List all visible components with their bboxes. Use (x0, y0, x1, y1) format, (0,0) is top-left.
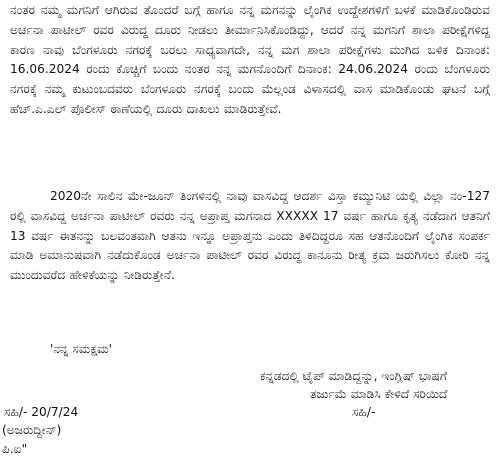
typed-translation-note-line-1: ಕನ್ನಡದಲ್ಲಿ ಟೈಪ್ ಮಾಡಿದ್ದನ್ನು, ಇಂಗ್ಲಿಷ್ ಭಾಷಗೆ (260, 369, 447, 383)
signature-right: ಸಹಿ/- (352, 405, 376, 419)
witness-label: 'ನನ್ನ ಸಮಕ್ಷಮ' (50, 342, 113, 356)
signature-date-left: ಸಹಿ/- 20/7/24 (4, 405, 79, 419)
signer-name: (ಅಜರುದ್ದೀನ್) (2, 423, 62, 437)
typed-translation-note-line-2: ತರ್ಜುಮೆ ಮಾಡಿಸಿ ಕೇಳಿದೆ ಸರಿಯಿದೆ (310, 387, 448, 401)
officer-designation: ಪಿ.ಐ" (2, 442, 28, 456)
statement-paragraph-1: ನಂತರ ನಮ್ಮ ಮಗನಿಗೆ ಆಗಿರುವ ತೊಂದರೆ ಬಗ್ಗೆ ಹಾಗೂ ನನ್ನ ಮಗನನ್ನು ಲೈಂಗಿಕ ಉದ್ದೇಶಗಳಿಗೆ ಬಳಕೆ ಮಾಡಿಕೊಂಡಿರುವ ಅರ್ಚನಾ ಪಾಟೀಲ್ ರವರ ವಿರುದ್ಧ ದೂರು ನೀಡಲು ತೀರ್ಮಾನಿಸಿಕೊಂಡಿದ್ದು, ಆದರೆ ನನ್ನ ಮಗನಿಗೆ ಶಾಲಾ ಪರೀಕ್ಷೆಗಳಿದ್ದ ಕಾರಣ ನಾವು ಬೆಂಗಳೂರು ನಗರಕ್ಕೆ ಬರಲು ಸಾಧ್ಯವಾಗದೇ, ನನ್ನ ಮಗ ಶಾಲಾ ಪರೀಕ್ಷೆಗಳು ಮುಗಿದ ಬಳಿಕ ದಿನಾಂಕ: 16.06.2024 ರಂದು ಕೊಚ್ಚಿಗೆ ಬಂದು ನಂತರ ನನ್ನ ಮಗನೊಂದಿಗೆ ದಿನಾಂಕ: 24.06.2024 ರಂದು ಬೆಂಗಳೂರು ನಗರಕ್ಕೆ ನಮ್ಮ ಕುಟುಂಬದವರು ಬೆಂಗಳೂರು ನಗರಕ್ಕೆ ಬಂದು ಮೆಲ್ಲಂಡ ವಿಳಾಸದಲ್ಲಿ ವಾಸ ಮಾಡಿಕೊಂಡು ಘಟನೆ ಬಗ್ಗೆ ಹೆಚ್.ಎ.ಎಲ್ ಪೊಲೀಸ್ ಠಾಣೆಯಲ್ಲಿ ದೂರು ದಾಖಲು ಮಾಡಿರುತ್ತೇವೆ. (10, 3, 490, 116)
statement-paragraph-2: 2020ನೇ ಸಾಲಿನ ಮೇ-ಜೂನ್ ತಿಂಗಳಿನಲ್ಲಿ ನಾವು ವಾಸವಿದ್ದ ಆದರ್ಶ ವಿಸ್ತಾ ಕಮ್ಯುನಿಟಿ ಯಲ್ಲಿ ವಿಲ್ಲಾ ನಂ-127 ರಲ್ಲಿ ವಾಸವಿದ್ದ ಅರ್ಚನಾ ಪಾಟೀಲ್ ರವರು ನನ್ನ ಅಪ್ರಾಪ್ತ ಮಗನಾದ XXXXX 17 ವರ್ಷ ಹಾಗೂ ಕೃತ್ಯ ನಡೆದಾಗ ಆತನಿಗೆ 13 ವರ್ಷ ಈತನನ್ನು ಬಲವಂತವಾಗಿ ಆತನು ಇನ್ನೂ ಅಪ್ರಾಪ್ತನು ಎಂದು ತಿಳಿದಿದ್ದರೂ ಸಹ ಆತನೊಂದಿಗೆ ಲೈಂಗಿಕ ಸಂಪರ್ಕ ಮಾಡಿ ಅಮಾನುಷವಾಗಿ ನಡೆದುಕೊಂಡ ಅರ್ಚನಾ ಪಾಟೀಲ್ ರವರ ವಿರುದ್ಧ ಕಾನೂನು ರೀತ್ಯ ಕ್ರಮ ಜರುಗಿಸಲು ಕೋರಿ ನನ್ನ ಮುಂದುವರೆದ ಹೇಳಿಕೆಯನ್ನು ನೀಡಿರುತ್ತೇನೆ. (10, 189, 490, 283)
